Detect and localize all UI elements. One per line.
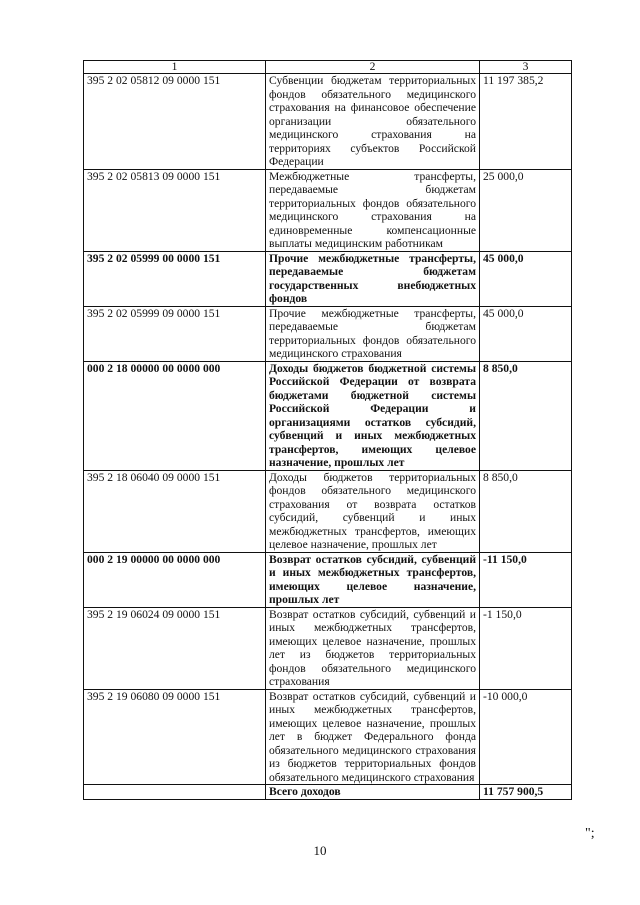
budget-description: Доходы бюджетов территориальных фондов обязательного медицинского страхования от возврата остатков субсидий, субвенций и иных межбюджетных трансфертов, имеющих целевое назначение, прошлых лет — [266, 470, 480, 552]
budget-amount: 45 000,0 — [480, 306, 572, 361]
total-amount: 11 757 900,5 — [480, 785, 572, 800]
budget-description: Межбюджетные трансферты, передаваемые бюджетам территориальных фондов обязательного медицинского страхования на единовременные компенсационные выплаты медицинским работникам — [266, 169, 480, 251]
table-row — [84, 361, 572, 470]
budget-code: 395 2 18 06040 09 0000 151 — [84, 470, 266, 552]
table-row — [84, 251, 572, 306]
total-label: Всего доходов — [266, 785, 480, 800]
budget-amount: 45 000,0 — [480, 251, 572, 306]
total-row — [84, 785, 572, 800]
budget-description: Доходы бюджетов бюджетной системы Российской Федерации от возврата бюджетами бюджетной системы Российской Федерации и организациями остатков субсидий, субвенций и иных межбюджетных трансфертов, имеющих целевое назначение, прошлых лет — [266, 361, 480, 470]
budget-amount: 25 000,0 — [480, 169, 572, 251]
budget-code: 000 2 19 00000 00 0000 000 — [84, 552, 266, 607]
closing-quote-mark: "; — [585, 826, 595, 841]
budget-code: 395 2 02 05813 09 0000 151 — [84, 169, 266, 251]
table-row — [84, 169, 572, 251]
budget-description: Возврат остатков субсидий, субвенций и иных межбюджетных трансфертов, имеющих целевое назначение, прошлых лет в бюджет Федерального фонда обязательного медицинского страхования из бюджетов территориальных фондов обязательного медицинского страхования — [266, 689, 480, 785]
table-row — [84, 689, 572, 785]
total-code — [84, 785, 266, 800]
budget-code: 395 2 02 05999 00 0000 151 — [84, 251, 266, 306]
budget-code: 395 2 02 05999 09 0000 151 — [84, 306, 266, 361]
table-row — [84, 74, 572, 170]
budget-description: Возврат остатков субсидий, субвенций и иных межбюджетных трансфертов, имеющих целевое назначение, прошлых лет — [266, 552, 480, 607]
budget-description: Субвенции бюджетам территориальных фондов обязательного медицинского страхования на финансовое обеспечение организации обязательного медицинского страхования на территориях субъектов Российской Федерации — [266, 74, 480, 170]
table-row — [84, 470, 572, 552]
budget-amount: 11 197 385,2 — [480, 74, 572, 170]
budget-amount: -1 150,0 — [480, 607, 572, 689]
page-number: 10 — [313, 843, 327, 858]
budget-description: Прочие межбюджетные трансферты, передаваемые бюджетам территориальных фондов обязательного медицинского страхования — [266, 306, 480, 361]
table-row — [84, 607, 572, 689]
budget-amount: 8 850,0 — [480, 470, 572, 552]
budget-code: 000 2 18 00000 00 0000 000 — [84, 361, 266, 470]
column-number-1: 1 — [84, 61, 266, 74]
budget-code: 395 2 19 06024 09 0000 151 — [84, 607, 266, 689]
table-row — [84, 306, 572, 361]
budget-amount: -11 150,0 — [480, 552, 572, 607]
budget-code: 395 2 02 05812 09 0000 151 — [84, 74, 266, 170]
column-number-3: 3 — [480, 61, 572, 74]
budget-description: Прочие межбюджетные трансферты, передаваемые бюджетам государственных внебюджетных фондов — [266, 251, 480, 306]
budget-amount: -10 000,0 — [480, 689, 572, 785]
table-row — [84, 552, 572, 607]
column-number-row — [84, 61, 572, 74]
revenue-table — [83, 60, 572, 800]
budget-code: 395 2 19 06080 09 0000 151 — [84, 689, 266, 785]
column-number-2: 2 — [266, 61, 480, 74]
budget-description: Возврат остатков субсидий, субвенций и иных межбюджетных трансфертов, имеющих целевое назначение, прошлых лет из бюджетов территориальных фондов обязательного медицинского страхования — [266, 607, 480, 689]
budget-amount: 8 850,0 — [480, 361, 572, 470]
